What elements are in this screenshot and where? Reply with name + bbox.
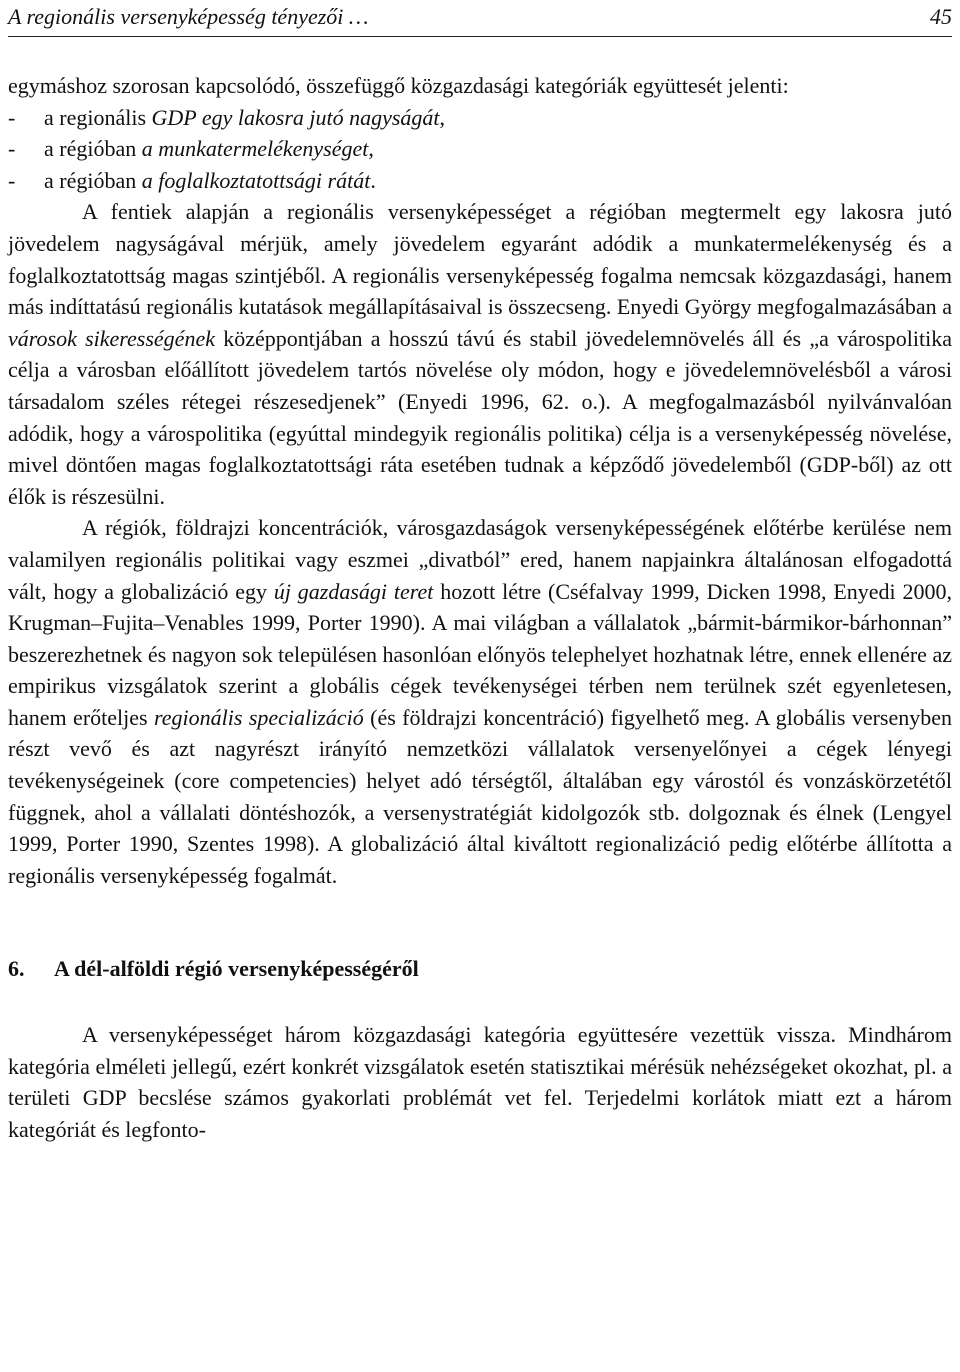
paragraph-text: A régiók, földrajzi koncentrációk, városgazdaságok versenyképességének előtérbe kerülése nem valamilyen regionális politikai vagy eszmei „divatból” ered, hanem napjainkra általánosan elfogadottá vált, hogy a globalizáció egy (8, 515, 952, 604)
list-item-text: a régióban (44, 167, 142, 193)
list-item (8, 102, 952, 134)
page-number: 45 (930, 4, 952, 29)
list-item-emphasis: a munkatermelékenységet (141, 136, 369, 162)
paragraph-text: hozott létre (Cséfalvay 1999, Dicken 1998, Enyedi 2000, Krugman–Fujita–Venables 1999, Porter 1990). A mai világban a vállalatok „bármit-bármikor-bárhonnan” beszerezhetnek és nagyon sok településen hasonlóan előnyös telephelyet hozhatnak létre, ennek ellenére az empirikus vizsgálatok szerint a globális cégek tevékenységei térben nem terülnek szét egyenletesen, hanem erőteljes (8, 578, 952, 730)
list-dash: - (8, 167, 16, 193)
paragraph-text: A fentiek alapján a regionális versenyképességet a régióban megtermelt egy lakosra jutó jövedelem nagyságával mérjük, amely jövedelem egyaránt adódik a munkatermelékenység és a foglalkoztatottság magas szintjéből. A regionális versenyképesség fogalma nemcsak közgazdasági, hanem más indíttatású regionális kutatások megállapításaival is összecseng. Enyedi György megfogalmazásában a (8, 199, 952, 320)
section-number: 6. (8, 956, 25, 982)
paragraph-emphasis: városok sikerességének (8, 325, 215, 351)
paragraph-text: középpontjában a hosszú távú és stabil jövedelemnövelés áll és „a várospolitika célja a városban előállított jövedelem tartós növelése oly módon, hogy e jövedelemnövelésből a városi társadalom széles rétegei részesedjenek” (Enyedi 1996, 62. o.). A megfogalmazásból nyilvánvalóan adódik, hogy a várospolitika (egyúttal mindegyik regionális politika) célja is a versenyképesség növelése, mivel döntően magas foglalkoztatottsági ráta esetében tudnak a képződő jövedelemből (GDP-ből) az ott élők is részesülni. (8, 325, 952, 509)
running-header (8, 0, 952, 37)
section-title: A dél-alföldi régió versenyképességéről (54, 956, 419, 982)
list-item-emphasis: GDP egy lakosra jutó nagyságát (151, 104, 440, 130)
list-item-emphasis: a foglalkoztatottsági rátát (141, 167, 371, 193)
body-paragraph-1 (8, 196, 952, 512)
list-item-text: a regionális (44, 104, 152, 130)
page-body (8, 70, 952, 1145)
bullet-list (8, 102, 952, 197)
paragraph-emphasis: regionális specializáció (154, 704, 364, 730)
list-item-text: a régióban (44, 136, 142, 162)
paragraph-text: (és földrajzi koncentráció) figyelhető meg. A globális versenyben részt vevő és azt nagyrészt irányító nemzetközi vállalatok versenyelőnyei a cégek lényegi tevékenységeinek (core competencies) helyet adó térségtől, általában egy várostól és vonzáskörzetétől függnek, ahol a vállalati döntéshozók, a versenystratégiát kidolgozók stb. dolgoznak és élnek (Lengyel 1999, Porter 1990, Szentes 1998). A globalizáció által kiváltott regionalizáció pedig előtérbe állította a regionális versenyképesség fogalmát. (8, 704, 953, 888)
list-item-punct: , (368, 136, 374, 162)
body-paragraph-3: A versenyképességet három közgazdasági kategória együttesére vezettük vissza. Mindhárom kategória elméleti jellegű, ezért konkrét vizsgálatok esetén statisztikai mérésük nehézségeket okozhat, pl. a területi GDP becslése számos gyakorlati problémát vet fel. Terjedelmi korlátok miatt ezt a három kategóriát és legfonto- (8, 1022, 952, 1142)
list-item (8, 133, 952, 165)
list-item-punct: , (439, 104, 446, 130)
body-paragraph-2 (8, 512, 952, 891)
paragraph-emphasis: új gazdasági teret (273, 578, 434, 604)
list-item (8, 165, 952, 197)
list-item-punct: . (370, 167, 376, 193)
section-heading (8, 953, 952, 985)
list-dash: - (8, 136, 16, 162)
intro-paragraph: egymáshoz szorosan kapcsolódó, összefüggő közgazdasági kategóriák együttesét jelenti: (8, 73, 789, 98)
list-dash: - (8, 104, 16, 130)
running-header-title: A regionális versenyképesség tényezői … (8, 4, 369, 29)
